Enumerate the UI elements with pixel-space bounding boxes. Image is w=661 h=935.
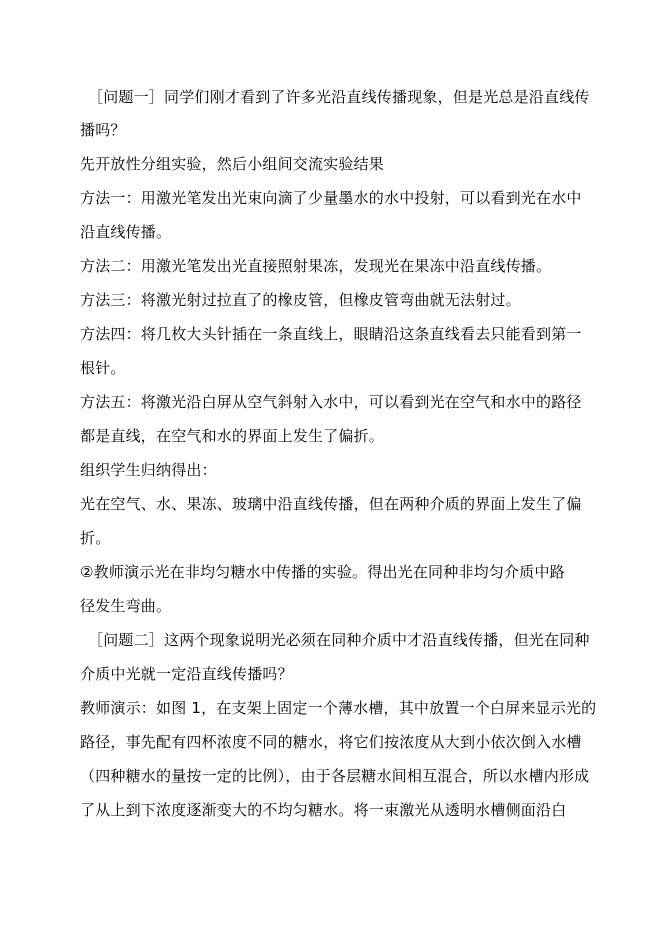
text-line: 方法四：将几枚大头针插在一条直线上，眼睛沿这条直线看去只能看到第一	[80, 325, 582, 343]
text-line: ［问题一］同学们刚才看到了许多光沿直线传播现象，但是光总是沿直线传	[88, 88, 590, 106]
text-line: 播吗？	[80, 121, 126, 139]
text-line: 光在空气、水、果冻、玻璃中沿直线传播，但在两种介质的界面上发生了偏	[80, 495, 582, 513]
text-line: 折。	[80, 529, 111, 547]
text-line: 方法五：将激光沿白屏从空气斜射入水中，可以看到光在空气和水中的路径	[80, 393, 582, 411]
text-line: 组织学生归纳得出：	[80, 461, 217, 479]
text-line: ［问题二］这两个现象说明光必须在同种介质中才沿直线传播，但光在同种	[88, 631, 590, 649]
text-line: 方法一：用激光笔发出光束向滴了少量墨水的水中投射，可以看到光在水中	[80, 189, 582, 207]
text-line: 径发生弯曲。	[80, 597, 172, 615]
text-line: 沿直线传播。	[80, 223, 172, 241]
text-line: 方法二：用激光笔发出光直接照射果冻，发现光在果冻中沿直线传播。	[80, 257, 552, 275]
text-line: 方法三：将激光射过拉直了的橡皮管，但橡皮管弯曲就无法射过。	[80, 291, 521, 309]
text-line: 教师演示：如图 1，在支架上固定一个薄水槽，其中放置一个白屏来显示光的	[80, 699, 597, 717]
text-line: 根针。	[80, 359, 126, 377]
text-line: （四种糖水的量按一定的比例），由于各层糖水间相互混合，所以水槽内形成	[80, 767, 590, 785]
text-line: 介质中光就一定沿直线传播吗？	[80, 665, 293, 683]
text-line: 路径，事先配有四杯浓度不同的糖水，将它们按浓度从大到小依次倒入水槽	[80, 733, 582, 751]
text-line: 都是直线，在空气和水的界面上发生了偏折。	[80, 427, 385, 445]
text-line: 了从上到下浓度逐渐变大的不均匀糖水。将一束激光从透明水槽侧面沿白	[80, 801, 567, 819]
text-line: 先开放性分组实验，然后小组间交流实验结果	[80, 155, 385, 173]
text-line: ②教师演示光在非均匀糖水中传播的实验。得出光在同种非均匀介质中路	[80, 563, 565, 581]
